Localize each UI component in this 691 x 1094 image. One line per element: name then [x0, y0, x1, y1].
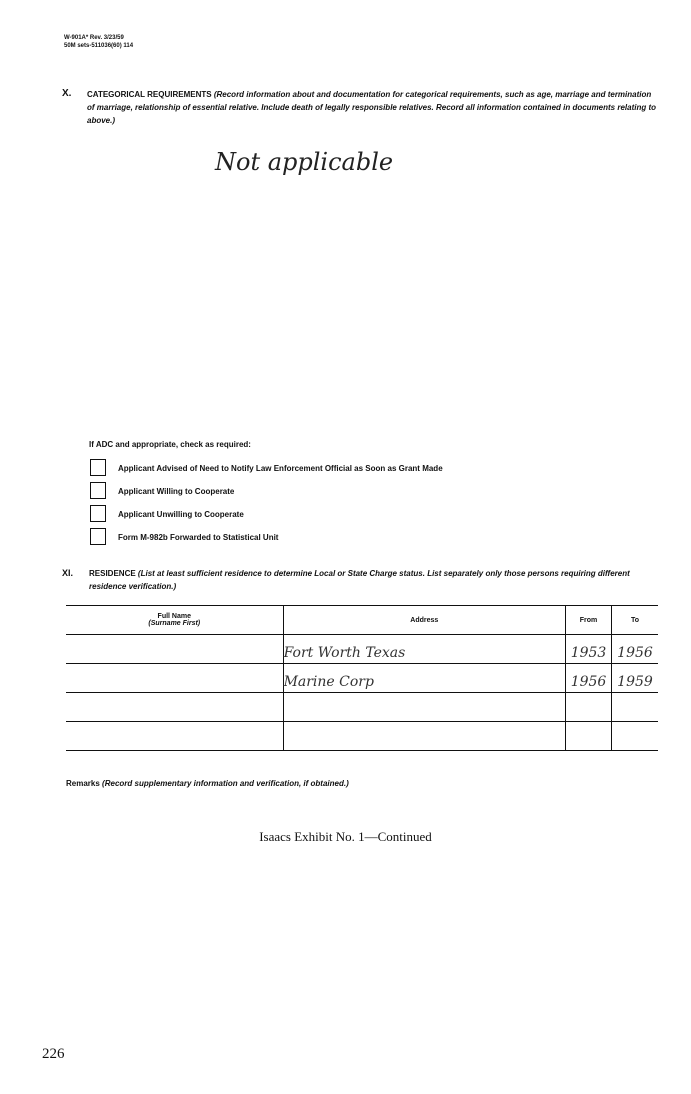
- section-x-heading: [87, 88, 659, 127]
- checkbox[interactable]: [90, 505, 106, 522]
- table-row: [66, 664, 658, 693]
- adc-option-label: Applicant Unwilling to Cooperate: [118, 510, 244, 519]
- page-number: 226: [42, 1046, 65, 1062]
- section-x-title: CATEGORICAL REQUIREMENTS: [87, 90, 212, 99]
- address-cell[interactable]: [283, 693, 565, 722]
- from-cell[interactable]: [566, 722, 612, 751]
- from-cell[interactable]: [566, 693, 612, 722]
- from-cell[interactable]: 1953: [566, 635, 612, 664]
- column-header-address: Address: [283, 606, 565, 635]
- name-cell[interactable]: [66, 635, 283, 664]
- remarks-line: [66, 779, 349, 788]
- checkbox[interactable]: [90, 528, 106, 545]
- table-row: [66, 635, 658, 664]
- column-header-full-name: [66, 606, 283, 635]
- to-cell[interactable]: [612, 693, 659, 722]
- checkbox[interactable]: [90, 482, 106, 499]
- table-row: [66, 722, 658, 751]
- adc-option-willing[interactable]: [90, 482, 590, 502]
- name-cell[interactable]: [66, 664, 283, 693]
- section-xi-heading: [89, 567, 659, 593]
- section-x-number: X.: [62, 88, 72, 99]
- section-xi-number: XI.: [62, 568, 74, 578]
- adc-option-notify-law-enforcement[interactable]: [90, 459, 590, 479]
- section-x-instructions: (Record information about and documentation for categorical requirements, such as age, marriage and termination of marriage, relationship of essential relative. Include death of legally responsible relatives. Record all information contained in documents relating to above.): [87, 90, 657, 125]
- adc-option-form-forwarded[interactable]: [90, 528, 590, 548]
- exhibit-caption: Isaacs Exhibit No. 1—Continued: [259, 829, 432, 844]
- table-row: [66, 693, 658, 722]
- name-cell[interactable]: [66, 722, 283, 751]
- name-cell[interactable]: [66, 693, 283, 722]
- to-cell[interactable]: [612, 722, 659, 751]
- table-header-row: [66, 606, 658, 635]
- adc-label: If ADC and appropriate, check as required:: [89, 440, 251, 449]
- to-cell[interactable]: 1959: [612, 664, 659, 693]
- address-cell[interactable]: Fort Worth Texas: [283, 635, 565, 664]
- section-xi-instructions: (List at least sufficient residence to determine Local or State Charge status. List separately only those persons requiring different residence verification.): [89, 569, 630, 591]
- adc-option-unwilling[interactable]: [90, 505, 590, 525]
- column-header-to: To: [612, 606, 659, 635]
- form-id-line2: 50M sets-511036(60) 114: [64, 43, 134, 49]
- adc-option-label: Applicant Willing to Cooperate: [118, 487, 235, 496]
- checkbox[interactable]: [90, 459, 106, 476]
- full-name-header-sub: (Surname First): [148, 620, 201, 627]
- adc-option-label: Form M-982b Forwarded to Statistical Unit: [118, 533, 279, 542]
- column-header-from: From: [566, 606, 612, 635]
- full-name-header-label: Full Name: [157, 613, 191, 620]
- to-cell[interactable]: 1956: [612, 635, 659, 664]
- address-cell[interactable]: Marine Corp: [283, 664, 565, 693]
- remarks-label: Remarks: [66, 779, 100, 788]
- residence-table: [66, 605, 658, 751]
- handwritten-not-applicable: Not applicable: [215, 148, 394, 176]
- remarks-instructions: (Record supplementary information and verification, if obtained.): [102, 779, 349, 788]
- form-identifier: [64, 34, 133, 50]
- adc-option-label: Applicant Advised of Need to Notify Law Enforcement Official as Soon as Grant Made: [118, 464, 443, 473]
- from-cell[interactable]: 1956: [566, 664, 612, 693]
- address-cell[interactable]: [283, 722, 565, 751]
- form-id-line1: W-901A* Rev. 3/23/59: [64, 35, 124, 41]
- section-xi-title: RESIDENCE: [89, 569, 136, 578]
